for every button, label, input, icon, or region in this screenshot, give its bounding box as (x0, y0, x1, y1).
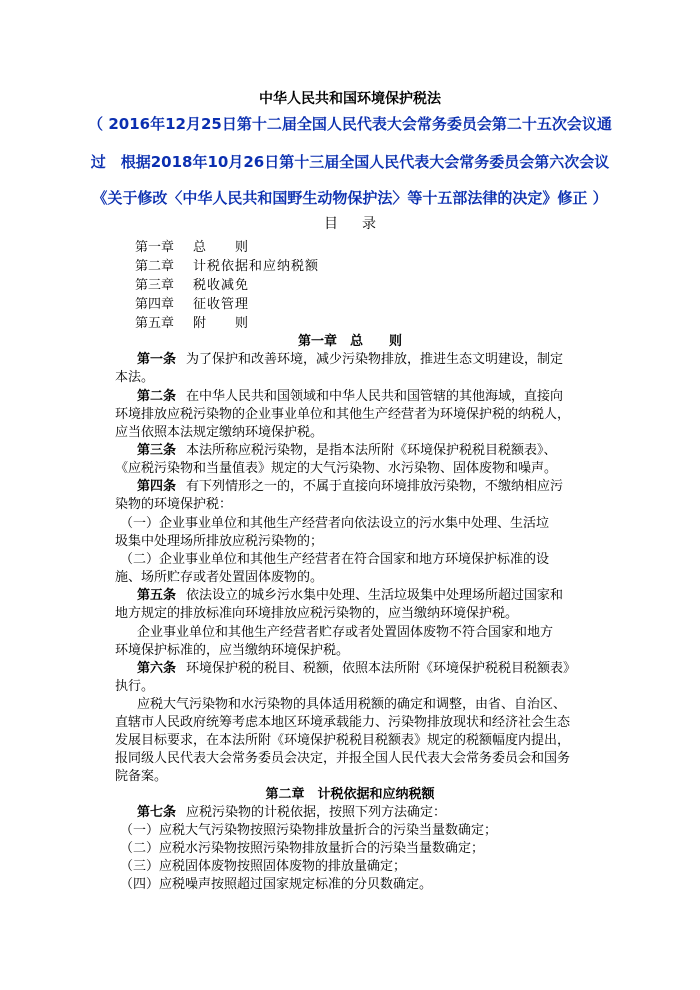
article-6-line: 发展目标要求，在本法所附《环境保护税税目税额表》规定的税额幅度内提出， (115, 733, 571, 748)
article-4-line: 染物的环境保护税： (115, 497, 233, 512)
toc-item-name: 计税依据和应纳税额 (193, 259, 320, 274)
article-5-line: 地方规定的排放标准向环境排放应税污染物的，应当缴纳环境保护税。 (115, 606, 519, 621)
chapter-heading-2: 第二章 计税依据和应纳税额 (265, 787, 435, 802)
toc-title: 目录 (324, 216, 400, 232)
article-5-line: 第五条 依法设立的城乡污水集中处理、生活垃圾集中处理场所超过国家和 (137, 588, 564, 603)
toc-item-name: 征收管理 (193, 297, 250, 312)
amendment-note-line-2: 过 根据2018年10月26日第十三届全国人民代表大会常务委员会第六次会议 (90, 153, 610, 171)
article-label: 第三条 (137, 443, 177, 458)
article-label: 第一条 (137, 352, 177, 367)
article-6-line: 院备案。 (115, 769, 168, 784)
article-1-line: 第一条 为了保护和改善环境，减少污染物排放，推进生态文明建设，制定 (137, 352, 564, 367)
toc-item-number: 第一章 (135, 240, 175, 255)
article-4-item-line: 圾集中处理场所排放应税污染物的； (115, 534, 324, 549)
toc-item-number: 第四章 (135, 297, 175, 312)
article-6-line: 应税大气污染物和水污染物的具体适用税额的确定和调整，由省、自治区、 (137, 697, 567, 712)
toc-item-name: 税收减免 (193, 278, 250, 293)
article-2-line: 应当依照本法规定缴纳环境保护税。 (115, 425, 324, 440)
article-4-item-line: 施、场所贮存或者处置固体废物的。 (115, 570, 324, 585)
article-4-line: 第四条 有下列情形之一的，不属于直接向环境排放污染物，不缴纳相应污 (137, 479, 564, 494)
toc-item (135, 236, 249, 255)
toc-item (135, 312, 249, 331)
toc-item-number: 第五章 (135, 316, 175, 331)
law-title: 中华人民共和国环境保护税法 (259, 91, 441, 107)
article-7-item-line: （二）应税水污染物按照污染物排放量折合的污染当量数确定； (120, 841, 485, 856)
article-6-line: 第六条 环境保护税的税目、税额，依照本法所附《环境保护税税目税额表》 (137, 661, 577, 676)
article-label: 第六条 (137, 661, 177, 676)
article-3-line: 《应税污染物和当量值表》规定的大气污染物、水污染物、固体废物和噪声。 (115, 461, 558, 476)
article-2-line: 第二条 在中华人民共和国领域和中华人民共和国管辖的其他海域，直接向 (137, 389, 564, 404)
article-4-item-line: （一）企业事业单位和其他生产经营者向依法设立的污水集中处理、生活垃 (120, 516, 550, 531)
article-label: 第五条 (137, 588, 177, 603)
article-7-item-line: （四）应税噪声按照超过国家规定标准的分贝数确定。 (120, 877, 433, 892)
article-label: 第七条 (137, 805, 177, 820)
article-5-line: 环境保护标准的，应当缴纳环境保护税。 (115, 643, 350, 658)
article-5-line: 企业事业单位和其他生产经营者贮存或者处置固体废物不符合国家和地方 (137, 625, 554, 640)
amendment-note-line-3: 《关于修改〈中华人民共和国野生动物保护法〉等十五部法律的决定》修正 ） (92, 189, 608, 207)
article-7-item-line: （三）应税固体废物按照固体废物的排放量确定； (120, 859, 407, 874)
article-7-item-line: （一）应税大气污染物按照污染物排放量折合的污染当量数确定； (120, 823, 498, 838)
toc-item-name: 总 则 (193, 240, 250, 255)
article-6-line: 执行。 (115, 679, 155, 694)
toc-item (135, 274, 249, 293)
chapter-heading-1: 第一章 总 则 (297, 334, 402, 349)
article-6-line: 报同级人民代表大会常务委员会决定，并报全国人民代表大会常务委员会和国务 (115, 751, 571, 766)
article-2-line: 环境排放应税污染物的企业事业单位和其他生产经营者为环境保护税的纳税人， (115, 407, 571, 422)
toc-item-number: 第二章 (135, 259, 175, 274)
amendment-note-line-1: （ 2016年12月25日第十二届全国人民代表大会常务委员会第二十五次会议通 (88, 115, 612, 133)
article-6-line: 直辖市人民政府统筹考虑本地区环境承载能力、污染物排放现状和经济社会生态 (115, 715, 571, 730)
article-3-line: 第三条 本法所称应税污染物，是指本法所附《环境保护税税目税额表》、 (137, 443, 557, 458)
article-4-item-line: （二）企业事业单位和其他生产经营者在符合国家和地方环境保护标准的设 (120, 552, 550, 567)
article-label: 第四条 (137, 479, 177, 494)
article-1-line: 本法。 (115, 370, 155, 385)
article-label: 第二条 (137, 389, 177, 404)
toc-item (135, 255, 319, 274)
article-7-line: 第七条 应税污染物的计税依据，按照下列方法确定： (137, 805, 447, 820)
toc-item-number: 第三章 (135, 278, 175, 293)
toc-item (135, 293, 249, 312)
toc-item-name: 附 则 (193, 316, 250, 331)
